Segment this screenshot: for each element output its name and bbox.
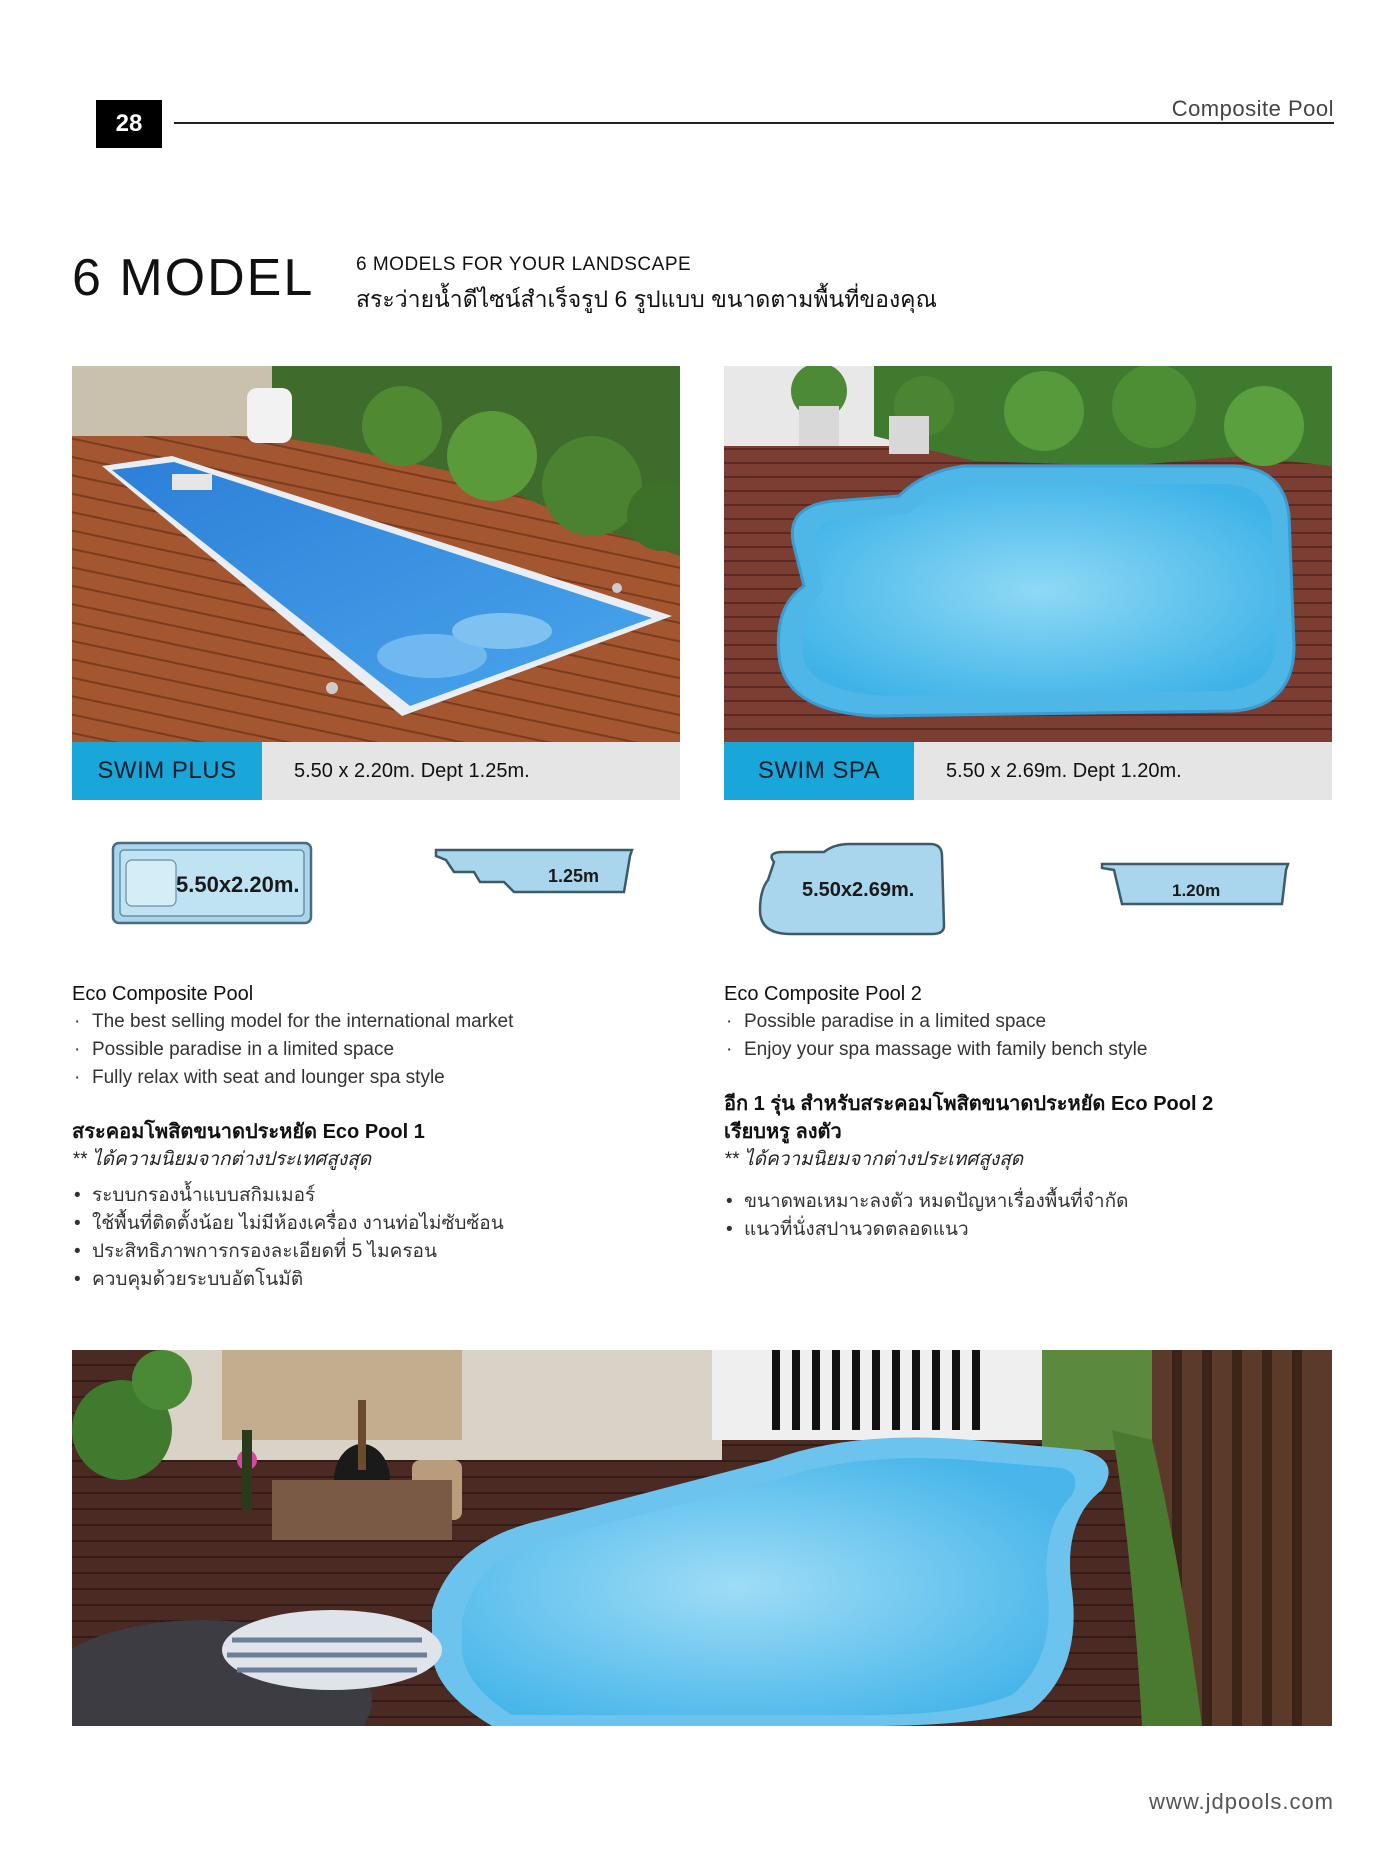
swim-spa-label-bar [724, 742, 1332, 800]
swim-plus-plan-diagram [110, 840, 314, 926]
list-item: · Possible paradise in a limited space [726, 1011, 1047, 1032]
swim-plus-description [72, 980, 662, 1294]
list-item: · The best selling model for the international market [74, 1011, 514, 1032]
page-title: 6 MODEL [72, 249, 315, 307]
swim-spa-model-name: SWIM SPA [724, 742, 914, 800]
swim-spa-plan-diagram [754, 840, 946, 936]
list-item: • ใช้พื้นที่ติดตั้งน้อย ไม่มีห้องเครื่อง งานท่อไม่ซับซ้อน [74, 1213, 504, 1234]
swim-plus-dimensions: 5.50 x 2.20m. Dept 1.25m. [294, 759, 530, 782]
swim-plus-heading: Eco Composite Pool [72, 983, 254, 1005]
page-number: 28 [96, 100, 162, 148]
swim-spa-heading: Eco Composite Pool 2 [724, 983, 922, 1005]
swim-spa-dimensions: 5.50 x 2.69m. Dept 1.20m. [946, 759, 1182, 782]
list-item: • ระบบกรองน้ำแบบสกิมเมอร์ [74, 1185, 316, 1206]
header-divider [174, 122, 1334, 124]
swim-spa-description [724, 980, 1324, 1244]
list-item: · Enjoy your spa massage with family bench style [726, 1039, 1148, 1060]
list-item: • ประสิทธิภาพการกรองละเอียดที่ 5 ไมครอน [74, 1241, 437, 1262]
list-item: • แนวที่นั่งสปานวดตลอดแนว [726, 1219, 969, 1240]
list-item: • ควบคุมด้วยระบบอัตโนมัติ [74, 1269, 304, 1290]
swim-plus-label-bar [72, 742, 680, 800]
list-item: · Fully relax with seat and lounger spa style [74, 1067, 445, 1088]
swim-plus-model-name: SWIM PLUS [72, 742, 262, 800]
swim-plus-plan-label: 5.50x2.20m. [176, 872, 300, 897]
swim-plus-photo [72, 366, 680, 742]
swim-plus-thai-heading: สระคอมโพสิตขนาดประหยัด Eco Pool 1 [72, 1121, 425, 1143]
website-link[interactable]: www.jdpools.com [1149, 1789, 1334, 1814]
swim-spa-plan-label: 5.50x2.69m. [802, 879, 915, 901]
swim-spa-depth-label: 1.20m [1172, 881, 1221, 900]
swim-plus-thai-note: ** ได้ความนิยมจากต่างประเทศสูงสุด [72, 1149, 372, 1170]
swim-spa-section-diagram [1100, 860, 1290, 910]
list-item: · Possible paradise in a limited space [74, 1039, 395, 1060]
list-item: • ขนาดพอเหมาะลงตัว หมดปัญหาเรื่องพื้นที่จำกัด [726, 1191, 1129, 1212]
subtitle-thai: สระว่ายน้ำดีไซน์สำเร็จรูป 6 รูปแบบ ขนาดตามพื้นที่ของคุณ [356, 286, 937, 312]
subtitle-english: 6 MODELS FOR YOUR LANDSCAPE [356, 254, 692, 275]
section-title: Composite Pool [1171, 96, 1334, 121]
swim-plus-section-diagram [434, 846, 634, 896]
swim-plus-depth-label: 1.25m [548, 866, 600, 886]
swim-spa-photo [724, 366, 1332, 742]
lifestyle-pool-photo [72, 1350, 1332, 1726]
swim-spa-thai-heading: อีก 1 รุ่น สำหรับสระคอมโพสิตขนาดประหยัด Eco Pool 2 เรียบหรู ลงตัว [724, 1093, 1214, 1143]
swim-spa-thai-note: ** ได้ความนิยมจากต่างประเทศสูงสุด [724, 1149, 1024, 1170]
